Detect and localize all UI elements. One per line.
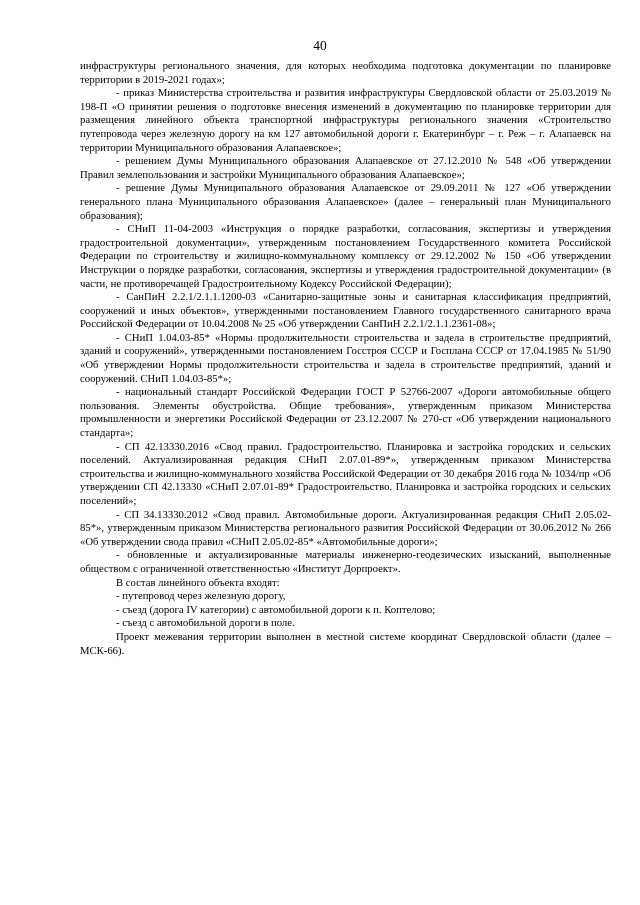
paragraph-sp-34: - СП 34.13330.2012 «Свод правил. Автомобильные дороги. Актуализированная редакция СНиП 2.05.02-85*», утвержденным приказом Министерства регионального развития Российской Федерации от 30.06.2012 № 266 «Об утверждении свода правил «СНиП 2.05.02-85* «Автомобильные дороги»; (80, 508, 611, 548)
paragraph-continuation: инфраструктуры регионального значения, для которых необходима подготовка документации по планировке территории в 2019-2021 годах»; (80, 60, 611, 86)
list-item: - путепровод через железную дорогу, (116, 590, 286, 603)
paragraph-survey-materials: - обновленные и актуализированные материалы инженерно-геодезических изысканий, выполненные обществом с ограниченной ответственностью «Институт Дорпроект». (80, 549, 611, 575)
paragraph-sp-42: - СП 42.13330.2016 «Свод правил. Градостроительство. Планировка и застройка городских и сельских поселений. Актуализированная редакция СНиП 2.07.01-89*», утвержденным приказом Министерства строительства и жилищно-коммунального хозяйства Российской Федерации от 30 декабря 2016 года № 1034/пр «Об утверждении СП 42.13330 «СНиП 2.07.01-89* Градостроительство. Планировка и застройка городских и сельских поселений»; (80, 440, 611, 507)
paragraph-snip-1-04-03-85: - СНиП 1.04.03-85* «Нормы продолжительности строительства и задела в строительстве предприятий, зданий и сооружений», утвержденными постановлением Госстроя СССР и Госплана СССР от 17.04.1985 № 51/90 «Об утверждении Нормы продолжительности строительства и задела в строительстве предприятий, зданий и сооружений. СНиП 1.04.03-85*»; (80, 331, 611, 385)
paragraph-sanpin: - СанПиН 2.2.1/2.1.1.1200-03 «Санитарно-защитные зоны и санитарная классификация предприятий, сооружений и иных объектов», утвержденными постановлением Главного государственного санитарного врача Российской Федерации от 10.04.2008 № 25 «Об утверждении СанПиН 2.2.1/2.1.1.2361-08»; (80, 291, 611, 331)
paragraph-gost: - национальный стандарт Российской Федерации ГОСТ Р 52766-2007 «Дороги автомобильные общего пользования. Элементы обустройства. Общие требования», утвержденным приказом Министерства промышленности и энергетики Российской Федерации от 23.12.2007 № 270-ст «Об утверждении национального стандарта»; (80, 386, 611, 440)
paragraph-coordinate-system: Проект межевания территории выполнен в местной системе координат Свердловской области (далее – МСК-66). (80, 630, 611, 657)
list-item: - съезд (дорога IV категории) с автомобильной дороги к п. Коптелово; (116, 603, 436, 616)
page-number: 40 (313, 38, 327, 53)
list-item: - съезд с автомобильной дороги в поле. (116, 617, 295, 630)
paragraph-duma-decision-548: - решением Думы Муниципального образования Алапаевское от 27.12.2010 № 548 «Об утверждении Правил землепользования и застройки Муниципального образования Алапаевское»; (80, 155, 611, 181)
paragraph-duma-decision-127: - решение Думы Муниципального образования Алапаевское от 29.09.2011 № 127 «Об утверждении генерального плана Муниципального образования Алапаевское» (далее – генеральный план Муниципального образования); (80, 182, 611, 222)
paragraph-composition-intro: В состав линейного объекта входят: (116, 576, 280, 589)
paragraph-snip-11-04-2003: - СНиП 11-04-2003 «Инструкция о порядке разработки, согласования, экспертизы и утверждения градостроительной документации», утвержденным постановлением Государственного комитета Российской Федерации по строительству и жилищно-коммунальному комплексу от 29.12.2002 № 150 «Об утверждении Инструкции о порядке разработки, согласования, экспертизы и утверждения градостроительной документации» (в части, не противоречащей Градостроительному Кодексу Российской Федерации); (80, 223, 611, 290)
document-body (80, 60, 611, 658)
paragraph-order-ministry: - приказ Министерства строительства и развития инфраструктуры Свердловской области от 25.03.2019 № 198-П «О принятии решения о подготовке внесения изменений в документацию по планировке территории для размещения линейного объекта транспортной инфраструктуры регионального значения «Строительство путепровода через железную дорогу на км 127 автомобильной дороги г. Екатеринбург – г. Реж – г. Алапаевск на территории Муниципального образования Алапаевское»; (80, 87, 611, 154)
